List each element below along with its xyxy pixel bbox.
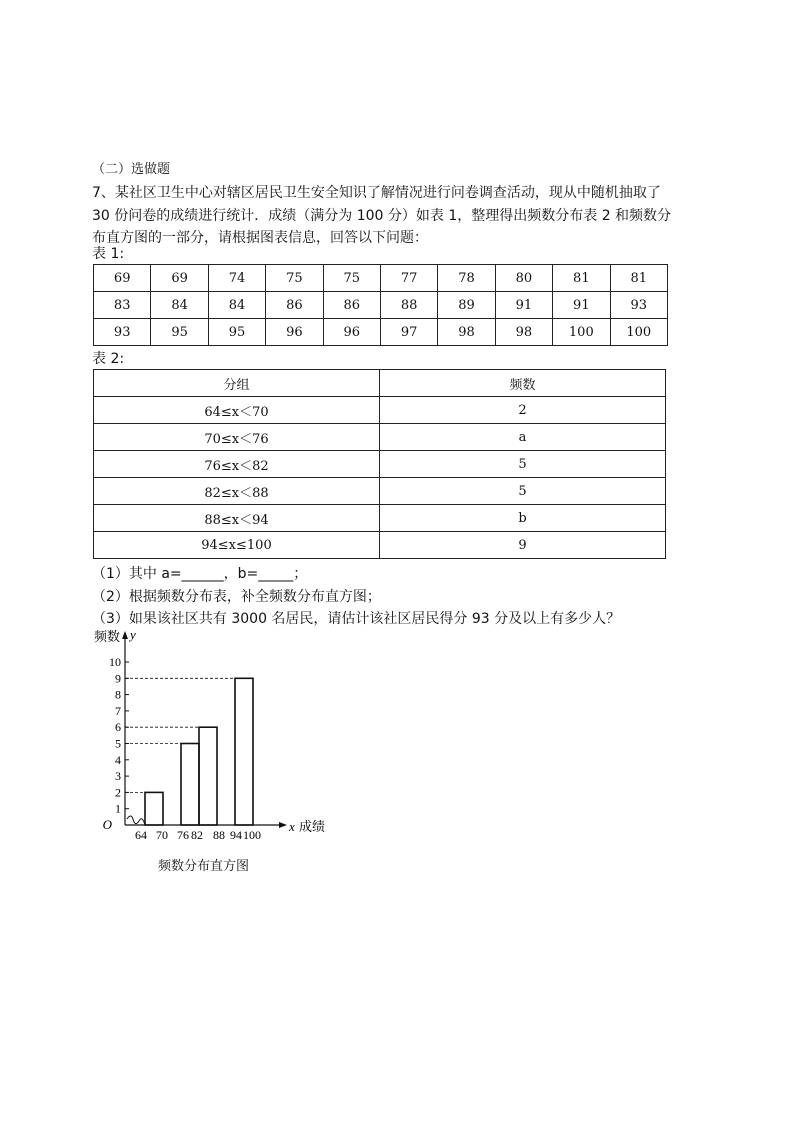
origin-label: O — [102, 817, 112, 832]
score-cell: 69 — [94, 265, 151, 292]
frequency-cell: b — [380, 505, 666, 532]
axis-break-icon — [127, 816, 145, 825]
question-line-3: 布直方图的一部分，请根据图表信息，回答以下问题： — [92, 230, 428, 246]
score-cell: 86 — [323, 292, 380, 319]
group-cell: 82≤x＜88 — [94, 478, 380, 505]
x-tick-label: 64 — [135, 828, 147, 842]
score-cell: 95 — [208, 319, 265, 346]
x-tick-label: 100 — [243, 828, 261, 842]
y-tick-label: 1 — [115, 801, 121, 816]
score-cell: 78 — [438, 265, 495, 292]
table-row — [94, 451, 666, 478]
x-axis-letter: x — [289, 819, 295, 834]
sub-question-2: （2）根据频数分布表，补全频数分布直方图； — [92, 589, 381, 605]
frequency-cell: 9 — [380, 532, 666, 559]
group-cell: 94≤x≤100 — [94, 532, 380, 559]
score-cell: 100 — [553, 319, 610, 346]
y-tick-label: 4 — [115, 752, 121, 767]
y-axis-letter: y — [130, 627, 136, 642]
y-tick-label: 9 — [115, 671, 121, 686]
score-cell: 98 — [438, 319, 495, 346]
score-cell: 74 — [208, 265, 265, 292]
y-axis-arrow — [122, 631, 128, 639]
score-cell: 93 — [94, 319, 151, 346]
x-tick-label: 70 — [156, 828, 168, 842]
y-tick-label: 10 — [109, 655, 121, 669]
group-cell: 88≤x＜94 — [94, 505, 380, 532]
table2-label: 表 2: — [92, 351, 125, 367]
section-title: （二）选做题 — [92, 162, 171, 177]
score-cell: 98 — [495, 319, 552, 346]
header-frequency: 频数 — [380, 370, 666, 397]
chart-caption: 频数分布直方图 — [158, 859, 250, 874]
sub-question-3: （3）如果该社区共有 3000 名居民，请估计该社区居民得分 93 分及以上有多少人？ — [92, 611, 621, 627]
score-cell: 96 — [323, 319, 380, 346]
score-cell: 84 — [208, 292, 265, 319]
table-row — [94, 505, 666, 532]
frequency-table — [93, 369, 666, 559]
question-line-2: 30 份问卷的成绩进行统计．成绩（满分为 100 分）如表 1，整理得出频数分布表 2 和频数分 — [92, 208, 672, 224]
score-cell: 89 — [438, 292, 495, 319]
histogram-bar — [235, 678, 253, 825]
table-row — [94, 397, 666, 424]
score-cell: 95 — [151, 319, 208, 346]
score-cell: 91 — [495, 292, 552, 319]
y-tick-label: 7 — [115, 703, 121, 718]
table-row — [94, 319, 668, 346]
y-tick-label: 6 — [115, 720, 121, 735]
x-tick-label: 76 — [177, 828, 189, 842]
x-tick-label: 82 — [191, 828, 203, 842]
histogram-bar — [181, 744, 199, 826]
y-tick-label: 3 — [115, 769, 121, 784]
table-row — [94, 478, 666, 505]
table1-label: 表 1: — [92, 246, 125, 262]
score-cell: 96 — [266, 319, 323, 346]
question-line-1: 7、某社区卫生中心对辖区居民卫生安全知识了解情况进行问卷调查活动，现从中随机抽取了 — [92, 185, 661, 201]
frequency-histogram — [90, 625, 370, 850]
score-cell: 88 — [380, 292, 437, 319]
score-cell: 84 — [151, 292, 208, 319]
table-row — [94, 532, 666, 559]
score-cell: 80 — [495, 265, 552, 292]
y-axis-title: 频数 — [94, 630, 121, 645]
score-cell: 93 — [610, 292, 667, 319]
table-row — [94, 265, 668, 292]
histogram-bar — [145, 792, 163, 825]
score-cell: 75 — [323, 265, 380, 292]
y-tick-label: 8 — [115, 687, 121, 702]
score-cell: 81 — [610, 265, 667, 292]
y-tick-label: 5 — [115, 736, 121, 751]
sub-question-1: （1）其中 a=______，b=_____； — [92, 566, 308, 582]
score-cell: 86 — [266, 292, 323, 319]
frequency-cell: a — [380, 424, 666, 451]
header-group: 分组 — [94, 370, 380, 397]
score-cell: 91 — [553, 292, 610, 319]
score-cell: 69 — [151, 265, 208, 292]
histogram-bar — [199, 727, 217, 825]
score-cell: 75 — [266, 265, 323, 292]
group-cell: 70≤x＜76 — [94, 424, 380, 451]
score-cell: 81 — [553, 265, 610, 292]
group-cell: 76≤x＜82 — [94, 451, 380, 478]
table-row — [94, 292, 668, 319]
frequency-cell: 2 — [380, 397, 666, 424]
x-tick-label: 94 — [230, 828, 242, 842]
x-axis-title: 成绩 — [299, 820, 326, 835]
score-cell: 83 — [94, 292, 151, 319]
group-cell: 64≤x＜70 — [94, 397, 380, 424]
frequency-cell: 5 — [380, 451, 666, 478]
score-cell: 77 — [380, 265, 437, 292]
scores-table — [93, 264, 668, 346]
frequency-cell: 5 — [380, 478, 666, 505]
x-tick-label: 88 — [213, 828, 225, 842]
x-axis-arrow — [279, 822, 287, 828]
score-cell: 97 — [380, 319, 437, 346]
y-tick-label: 2 — [115, 785, 121, 800]
score-cell: 100 — [610, 319, 667, 346]
table-row — [94, 424, 666, 451]
